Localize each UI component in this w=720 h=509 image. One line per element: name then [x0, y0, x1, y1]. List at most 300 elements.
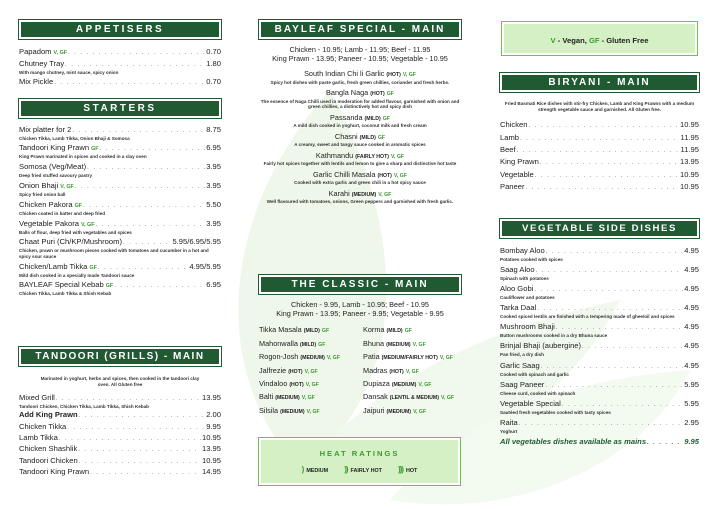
heat-rating: [344, 465, 382, 474]
menu-item-row: [19, 280, 221, 291]
item-name: Chicken Shashlik: [19, 444, 78, 454]
dish-name: Garlic Chilli Masala: [313, 170, 376, 179]
item-price: 4.95: [684, 341, 699, 351]
item-price: 5.95: [684, 379, 699, 389]
item-price: 4.95: [684, 303, 699, 313]
diet-tag: GF: [105, 283, 114, 290]
heat-ratings-box: [259, 438, 460, 485]
bayleaf-dish: [259, 152, 461, 167]
dish-name: Bangla Naga: [326, 88, 369, 98]
heat-level: (MEDIUM): [386, 341, 411, 348]
heat-level: (HOT): [288, 368, 303, 375]
menu-item: [500, 145, 699, 156]
heat-level: (MEDIUM): [351, 192, 377, 198]
leader-dots: [517, 147, 680, 156]
item-name: Saag Aloo: [500, 265, 535, 275]
menu-item: [19, 200, 221, 217]
heat-level: (FAIRLY HOT): [355, 154, 389, 160]
leader-dots: [556, 324, 683, 333]
classic-dish: [259, 392, 357, 403]
item-description: Chicken Tikka, Lamb Tikka, Onion Bhaji & Somosa: [19, 135, 130, 141]
menu-item-row: [19, 262, 221, 273]
tandoori-header: TANDOORI (GRILLS) - MAIN: [19, 347, 221, 366]
item-name: Chaat Puri (Ch/KP/Mushroom): [19, 237, 122, 247]
item-price: 3.95: [206, 218, 221, 228]
dish-name: Patia: [363, 352, 380, 362]
leader-dots: [535, 172, 679, 181]
dish-title: [259, 89, 461, 98]
menu-item-row: [500, 303, 699, 314]
item-name: Vegetable: [500, 169, 534, 179]
menu-item-row: [19, 181, 221, 192]
veg-footer-text: All vegetables dishes available as mains: [500, 437, 647, 447]
heat-level: (MEDIUM/FAIRLY HOT): [381, 355, 438, 362]
dish-title: [259, 133, 461, 142]
bayleaf-dish: [259, 171, 461, 186]
heat-label: FAIRLY HOT: [350, 468, 382, 474]
item-name: Mix platter for 2: [19, 124, 72, 134]
dish-name: Rogon-Josh: [259, 352, 299, 362]
menu-item: [19, 47, 221, 58]
dietary-legend: [502, 22, 697, 55]
heat-level: (MILD): [359, 135, 376, 141]
leader-dots: [56, 395, 201, 404]
heat-level: (MILD): [386, 328, 403, 335]
veg-footer-price: 9.95: [684, 437, 699, 447]
heat-level: (HOT): [289, 381, 304, 388]
diet-tag: V, GF: [305, 381, 319, 388]
dish-name: Jaipuri: [363, 405, 385, 415]
classic-dish: [363, 366, 461, 377]
menu-item: [19, 181, 221, 198]
item-description: Mild dish cooked in a specially made Tandoori sauce: [19, 272, 135, 278]
dish-description: Well flavoured with tomatoes, onions, Green peppers and garnished with fresh garlic.: [266, 199, 454, 205]
diet-tag: V, GF: [391, 154, 405, 160]
heat-level: (HOT): [370, 91, 385, 98]
menu-item-row: [500, 399, 699, 410]
starters-list: [19, 125, 221, 297]
diet-tag: V, GF: [441, 395, 455, 402]
dish-name: South Indian Chi li Garlic: [304, 69, 385, 79]
menu-item-row: [19, 393, 221, 404]
heat-ratings-row: [261, 465, 458, 474]
item-price: 13.95: [679, 157, 699, 167]
classic-section: [259, 275, 461, 417]
tandoori-intro: Marinated in yoghurt, herbs and spices, then cooked in the tandoori clay oven. All Gluten free: [40, 376, 200, 387]
dish-name: Korma: [363, 325, 385, 335]
item-price: 0.70: [206, 76, 221, 86]
menu-item-row: [500, 157, 699, 168]
menu-item: [19, 125, 221, 142]
item-price: 3.95: [206, 180, 221, 190]
dish-description: The essence of Naga Chilli used in moderation for added flavour, garnished with onion and green chillies, a distinctively hot and spicy dish: [260, 98, 460, 110]
chili-icon: )): [344, 465, 348, 474]
bayleaf-section: [259, 20, 461, 209]
leader-dots: [537, 305, 683, 314]
heat-level: (LENTIL & MEDIUM): [389, 395, 439, 402]
diet-tag: V, GF: [418, 381, 432, 388]
leader-dots: [75, 183, 205, 192]
item-name: Vegetable Special: [500, 398, 561, 408]
item-description: Cooked with spinach and garlic: [500, 371, 569, 377]
diet-tag: V, GF: [378, 192, 392, 198]
item-price: 0.70: [206, 47, 221, 56]
classic-prices-1: Chicken - 9.95, Lamb - 10.95; Beef - 10.95: [291, 300, 429, 309]
legend-vegan-symbol: V: [550, 36, 556, 45]
dish-description: Fairly hot spices together with lentils and lemon to give a sharp and distinctive hot taste: [263, 161, 457, 167]
menu-item: [500, 341, 699, 358]
item-name: Tandoori King Prawn: [19, 467, 90, 477]
menu-item: [500, 133, 699, 144]
diet-tag: V, GF: [326, 355, 340, 362]
menu-item: [500, 284, 699, 301]
item-description: With mango chutney, mint sauce, spicy onion: [19, 70, 119, 75]
menu-item-row: [19, 444, 221, 455]
bayleaf-dish: [259, 89, 461, 110]
diet-tag: GF: [91, 146, 99, 153]
dish-name: Passanda: [330, 113, 363, 122]
leader-dots: [582, 343, 683, 352]
heat-level: (HOT): [377, 173, 392, 179]
bayleaf-list: [259, 70, 461, 205]
item-name: Papadom: [19, 47, 52, 56]
menu-item-row: [500, 265, 699, 276]
item-name: Lamb Tikka: [19, 432, 58, 442]
classic-grid: [259, 325, 461, 416]
item-name: Chicken/Lamb Tikka: [19, 261, 88, 271]
item-name: Somosa (Veg/Meat): [19, 162, 87, 172]
menu-item: [19, 467, 221, 478]
item-description: Deep fried stuffed savoury pastry: [19, 173, 93, 179]
diet-tag: V, GF: [405, 368, 419, 375]
menu-item-row: [19, 456, 221, 467]
dish-title: [259, 190, 461, 199]
heat-level: (MEDIUM): [275, 395, 300, 402]
biryani-list: [500, 120, 699, 193]
veg-footer: [500, 437, 699, 448]
leader-dots: [98, 264, 188, 273]
leader-dots: [123, 239, 171, 248]
heat-ratings-title: HEAT RATINGS: [319, 449, 400, 458]
menu-item: [500, 380, 699, 397]
item-name: Saag Paneer: [500, 379, 545, 389]
menu-item-row: [500, 418, 699, 429]
biryani-section: [500, 73, 699, 195]
item-name: Add King Prawn: [19, 410, 78, 420]
item-description: Chicken, prawn or mushroom pieces cooked with tomatoes and cucumber in a hot and spicy sour sauce: [19, 248, 209, 259]
item-name: Beef: [500, 144, 516, 154]
menu-item-row: [500, 380, 699, 391]
item-name: Chutney Tray: [19, 59, 65, 68]
menu-item: [19, 456, 221, 467]
leader-dots: [519, 420, 683, 429]
item-description: Cooked spiced lentils are finished with a tempering made of ghee/oil and spices: [500, 314, 675, 320]
item-price: 8.75: [206, 124, 221, 134]
menu-item-row: [19, 410, 221, 421]
dish-name: Karahi: [328, 189, 350, 198]
leader-dots: [526, 184, 679, 193]
diet-tag: V, GF: [60, 183, 74, 190]
menu-item-row: [19, 422, 221, 433]
leader-dots: [90, 469, 201, 478]
menu-item-row: [500, 284, 699, 295]
dish-title: [259, 152, 461, 161]
menu-item-row: [19, 433, 221, 444]
item-name: King Prawn: [500, 157, 539, 167]
classic-prices-2: King Prawn - 13.95; Paneer - 9.95; Vegetable - 9.95: [276, 309, 444, 319]
item-description: Yoghurt: [500, 428, 518, 434]
bayleaf-prices-2: King Prawn - 13.95; Paneer - 10.95; Vegetable - 10.95: [272, 54, 448, 64]
item-description: Balls of flour, deep fried with vegetables and spices: [19, 229, 132, 235]
classic-header: THE CLASSIC - MAIN: [259, 275, 461, 294]
heat-rating: [398, 465, 417, 474]
item-description: King Prawn marinated in spices and cooked in a clay oven: [19, 154, 147, 160]
item-price: 2.95: [684, 417, 699, 427]
item-name: Tarka Daal: [500, 303, 537, 313]
item-description: Sautéed fresh vegetables cooked with tasty spices: [500, 409, 611, 415]
classic-dish: [259, 325, 357, 336]
classic-dish: [259, 379, 357, 390]
dish-name: Bhuna: [363, 338, 385, 348]
dish-name: Jalfrezie: [259, 365, 287, 375]
menu-item: [19, 77, 221, 88]
item-price: 4.95/5.95: [189, 261, 221, 271]
menu-item: [19, 393, 221, 410]
leader-dots: [96, 221, 206, 230]
heat-label: HOT: [405, 468, 418, 474]
item-description: Potatoes cooked with spices: [500, 257, 563, 262]
dish-title: [259, 70, 461, 79]
diet-tag: V, GF: [306, 408, 320, 415]
menu-item-row: [19, 219, 221, 230]
item-price: 14.95: [201, 467, 221, 477]
dish-name: Madras: [363, 365, 388, 375]
menu-item-row: [500, 145, 699, 156]
bayleaf-dish: [259, 70, 461, 85]
leader-dots: [114, 282, 205, 291]
dish-name: Dansak: [363, 392, 388, 402]
leader-dots: [87, 164, 205, 173]
leader-dots: [72, 127, 205, 136]
leader-dots: [562, 401, 683, 410]
bayleaf-header: BAYLEAF SPECIAL - MAIN: [259, 20, 461, 39]
heat-level: (MEDIUM): [300, 355, 325, 362]
leader-dots: [59, 435, 201, 444]
appetisers-list: [19, 47, 221, 88]
item-price: 10.95: [679, 169, 699, 179]
item-name: Chicken: [500, 120, 528, 130]
leader-dots: [647, 439, 683, 448]
classic-dish: [259, 352, 357, 363]
item-description: Chicken coated in batter and deep fried: [19, 210, 106, 216]
leader-dots: [54, 79, 205, 88]
leader-dots: [79, 458, 201, 467]
menu-item: [19, 143, 221, 160]
menu-item: [19, 410, 221, 421]
tandoori-list: [19, 393, 221, 478]
dish-description: Spicy hot dishes with paste garlic, fresh green chillies, coriander and fresh herbs.: [270, 79, 450, 85]
classic-dish: [259, 366, 357, 377]
menu-item: [19, 280, 221, 297]
item-price: 3.95: [206, 162, 221, 172]
leader-dots: [546, 248, 683, 257]
menu-item-row: [19, 162, 221, 173]
bayleaf-dish: [259, 190, 461, 205]
diet-tag: GF: [386, 91, 394, 98]
item-name: Chicken Tikka: [19, 421, 67, 431]
item-price: 5.95: [684, 398, 699, 408]
menu-item: [500, 157, 699, 168]
item-price: 11.95: [680, 132, 699, 142]
heat-level: (MEDIUM): [386, 408, 412, 415]
menu-item-row: [500, 120, 699, 131]
item-price: 10.95: [679, 120, 699, 130]
item-price: 10.95: [201, 455, 221, 465]
heat-rating: [302, 465, 329, 474]
chili-icon: ): [301, 465, 304, 474]
diet-tag: V, GF: [53, 50, 68, 56]
classic-dish: [259, 406, 357, 417]
leader-dots: [541, 363, 684, 372]
item-price: 2.00: [206, 410, 221, 420]
menu-item-row: [19, 59, 221, 70]
menu-item-row: [500, 182, 699, 193]
menu-item: [19, 444, 221, 455]
dish-name: Dupiaza: [363, 378, 390, 388]
dish-name: Vindaloo: [259, 378, 288, 388]
item-price: 13.95: [201, 444, 221, 454]
menu-item: [500, 399, 699, 416]
dish-name: Kathmandu: [315, 151, 354, 160]
item-price: 10.95: [201, 432, 221, 442]
classic-dish: [363, 352, 461, 363]
menu-item: [19, 162, 221, 179]
leader-dots: [540, 159, 679, 168]
veg-list: [500, 246, 699, 434]
leader-dots: [79, 412, 206, 421]
item-name: Brinjal Bhaji (aubergine): [500, 341, 582, 351]
item-price: 9.95: [206, 421, 221, 431]
item-description: Cheese curd, cooked with spinach: [500, 390, 576, 396]
classic-dish: [363, 339, 461, 350]
diet-tag: V, GF: [413, 408, 427, 415]
item-price: 11.95: [680, 144, 699, 154]
veg-section: [500, 219, 699, 448]
item-price: 4.95: [684, 246, 699, 255]
classic-dish: [363, 406, 461, 417]
heat-level: (MILD): [299, 341, 317, 348]
diet-tag: V, GF: [439, 355, 453, 362]
diet-tag: GF: [74, 202, 83, 209]
menu-item-row: [500, 246, 699, 257]
dish-name: Chasni: [334, 132, 358, 141]
dish-name: Mahonwalla: [259, 338, 298, 348]
diet-tag: GF: [382, 116, 390, 122]
item-price: 5.50: [206, 199, 221, 209]
item-name: BAYLEAF Special Kebab: [19, 280, 104, 290]
heat-level: (HOT): [386, 72, 401, 79]
heat-level: (MEDIUM): [391, 381, 417, 388]
bayleaf-prices-1: Chicken - 10.95; Lamb - 11.95; Beef - 11.95: [289, 45, 431, 54]
item-price: 4.95: [684, 265, 699, 275]
leader-dots: [536, 267, 684, 276]
classic-dish: [363, 325, 461, 336]
diet-tag: GF: [318, 341, 326, 348]
menu-item: [500, 265, 699, 282]
menu-item-row: [19, 143, 221, 154]
item-price: 6.95: [206, 280, 221, 290]
menu-item: [19, 262, 221, 279]
leader-dots: [65, 61, 205, 70]
leader-dots: [534, 286, 683, 295]
dish-description: A mild dish cooked in yoghurt, coconut milk and fresh cream: [293, 123, 427, 129]
legend-gf-symbol: GF: [588, 36, 600, 45]
item-description: Chicken Tikka, Lamb Tikka & Shish Kebab: [19, 291, 112, 297]
item-name: Lamb: [500, 132, 519, 142]
leader-dots: [67, 424, 205, 433]
heat-level: (HOT): [389, 368, 404, 375]
item-description: Pan fried, a dry dish: [500, 352, 544, 358]
chili-icon: ))): [397, 465, 403, 474]
dish-name: Balti: [259, 392, 274, 402]
diet-tag: V, GF: [412, 341, 426, 348]
item-name: Onion Bhaji: [19, 180, 59, 190]
bayleaf-dish: [259, 133, 461, 148]
item-price: 4.95: [684, 284, 699, 294]
menu-item: [500, 418, 699, 435]
item-price: 4.95: [684, 322, 699, 332]
item-price: 6.95: [206, 143, 221, 153]
item-description: Spinach with potatoes: [500, 276, 549, 282]
dish-description: A creamy, sweet and tangy sauce cooked in aromatic spices: [294, 142, 426, 148]
heat-level: (MILD): [364, 116, 381, 122]
item-description: Button mushrooms cooked in a dry Bhuna sauce: [500, 333, 608, 339]
menu-item-row: [500, 341, 699, 352]
menu-item: [19, 237, 221, 259]
classic-dish: [259, 339, 357, 350]
menu-item: [500, 182, 699, 193]
diet-tag: GF: [89, 264, 97, 271]
item-name: Tandoori Chicken: [19, 455, 78, 465]
heat-level: (MEDIUM): [280, 408, 305, 415]
item-name: Mix Pickle: [19, 76, 54, 86]
menu-item: [500, 170, 699, 181]
menu-item-row: [19, 200, 221, 211]
menu-item: [19, 59, 221, 76]
leader-dots: [520, 135, 680, 144]
diet-tag: GF: [377, 135, 386, 141]
item-description: Spicy fried onion ball: [19, 191, 66, 197]
item-price: 5.95/6.95/5.95: [172, 237, 221, 247]
menu-item: [19, 422, 221, 433]
item-name: Tandoori King Prawn: [19, 143, 90, 153]
leader-dots: [78, 446, 201, 455]
item-name: Paneer: [500, 182, 525, 192]
legend-gf-text: - Gluten Free: [599, 36, 649, 45]
left-column: [19, 20, 221, 299]
menu-item: [500, 246, 699, 263]
appetisers-header: APPETISERS: [19, 20, 221, 39]
leader-dots: [83, 202, 205, 211]
item-name: Aloo Gobi: [500, 284, 534, 294]
diet-tag: V, GF: [393, 173, 407, 179]
menu-item: [500, 303, 699, 320]
leader-dots: [528, 122, 679, 131]
dish-title: [259, 114, 461, 123]
menu-item-row: [500, 322, 699, 333]
diet-tag: V, GF: [301, 395, 315, 402]
leader-dots: [545, 382, 683, 391]
